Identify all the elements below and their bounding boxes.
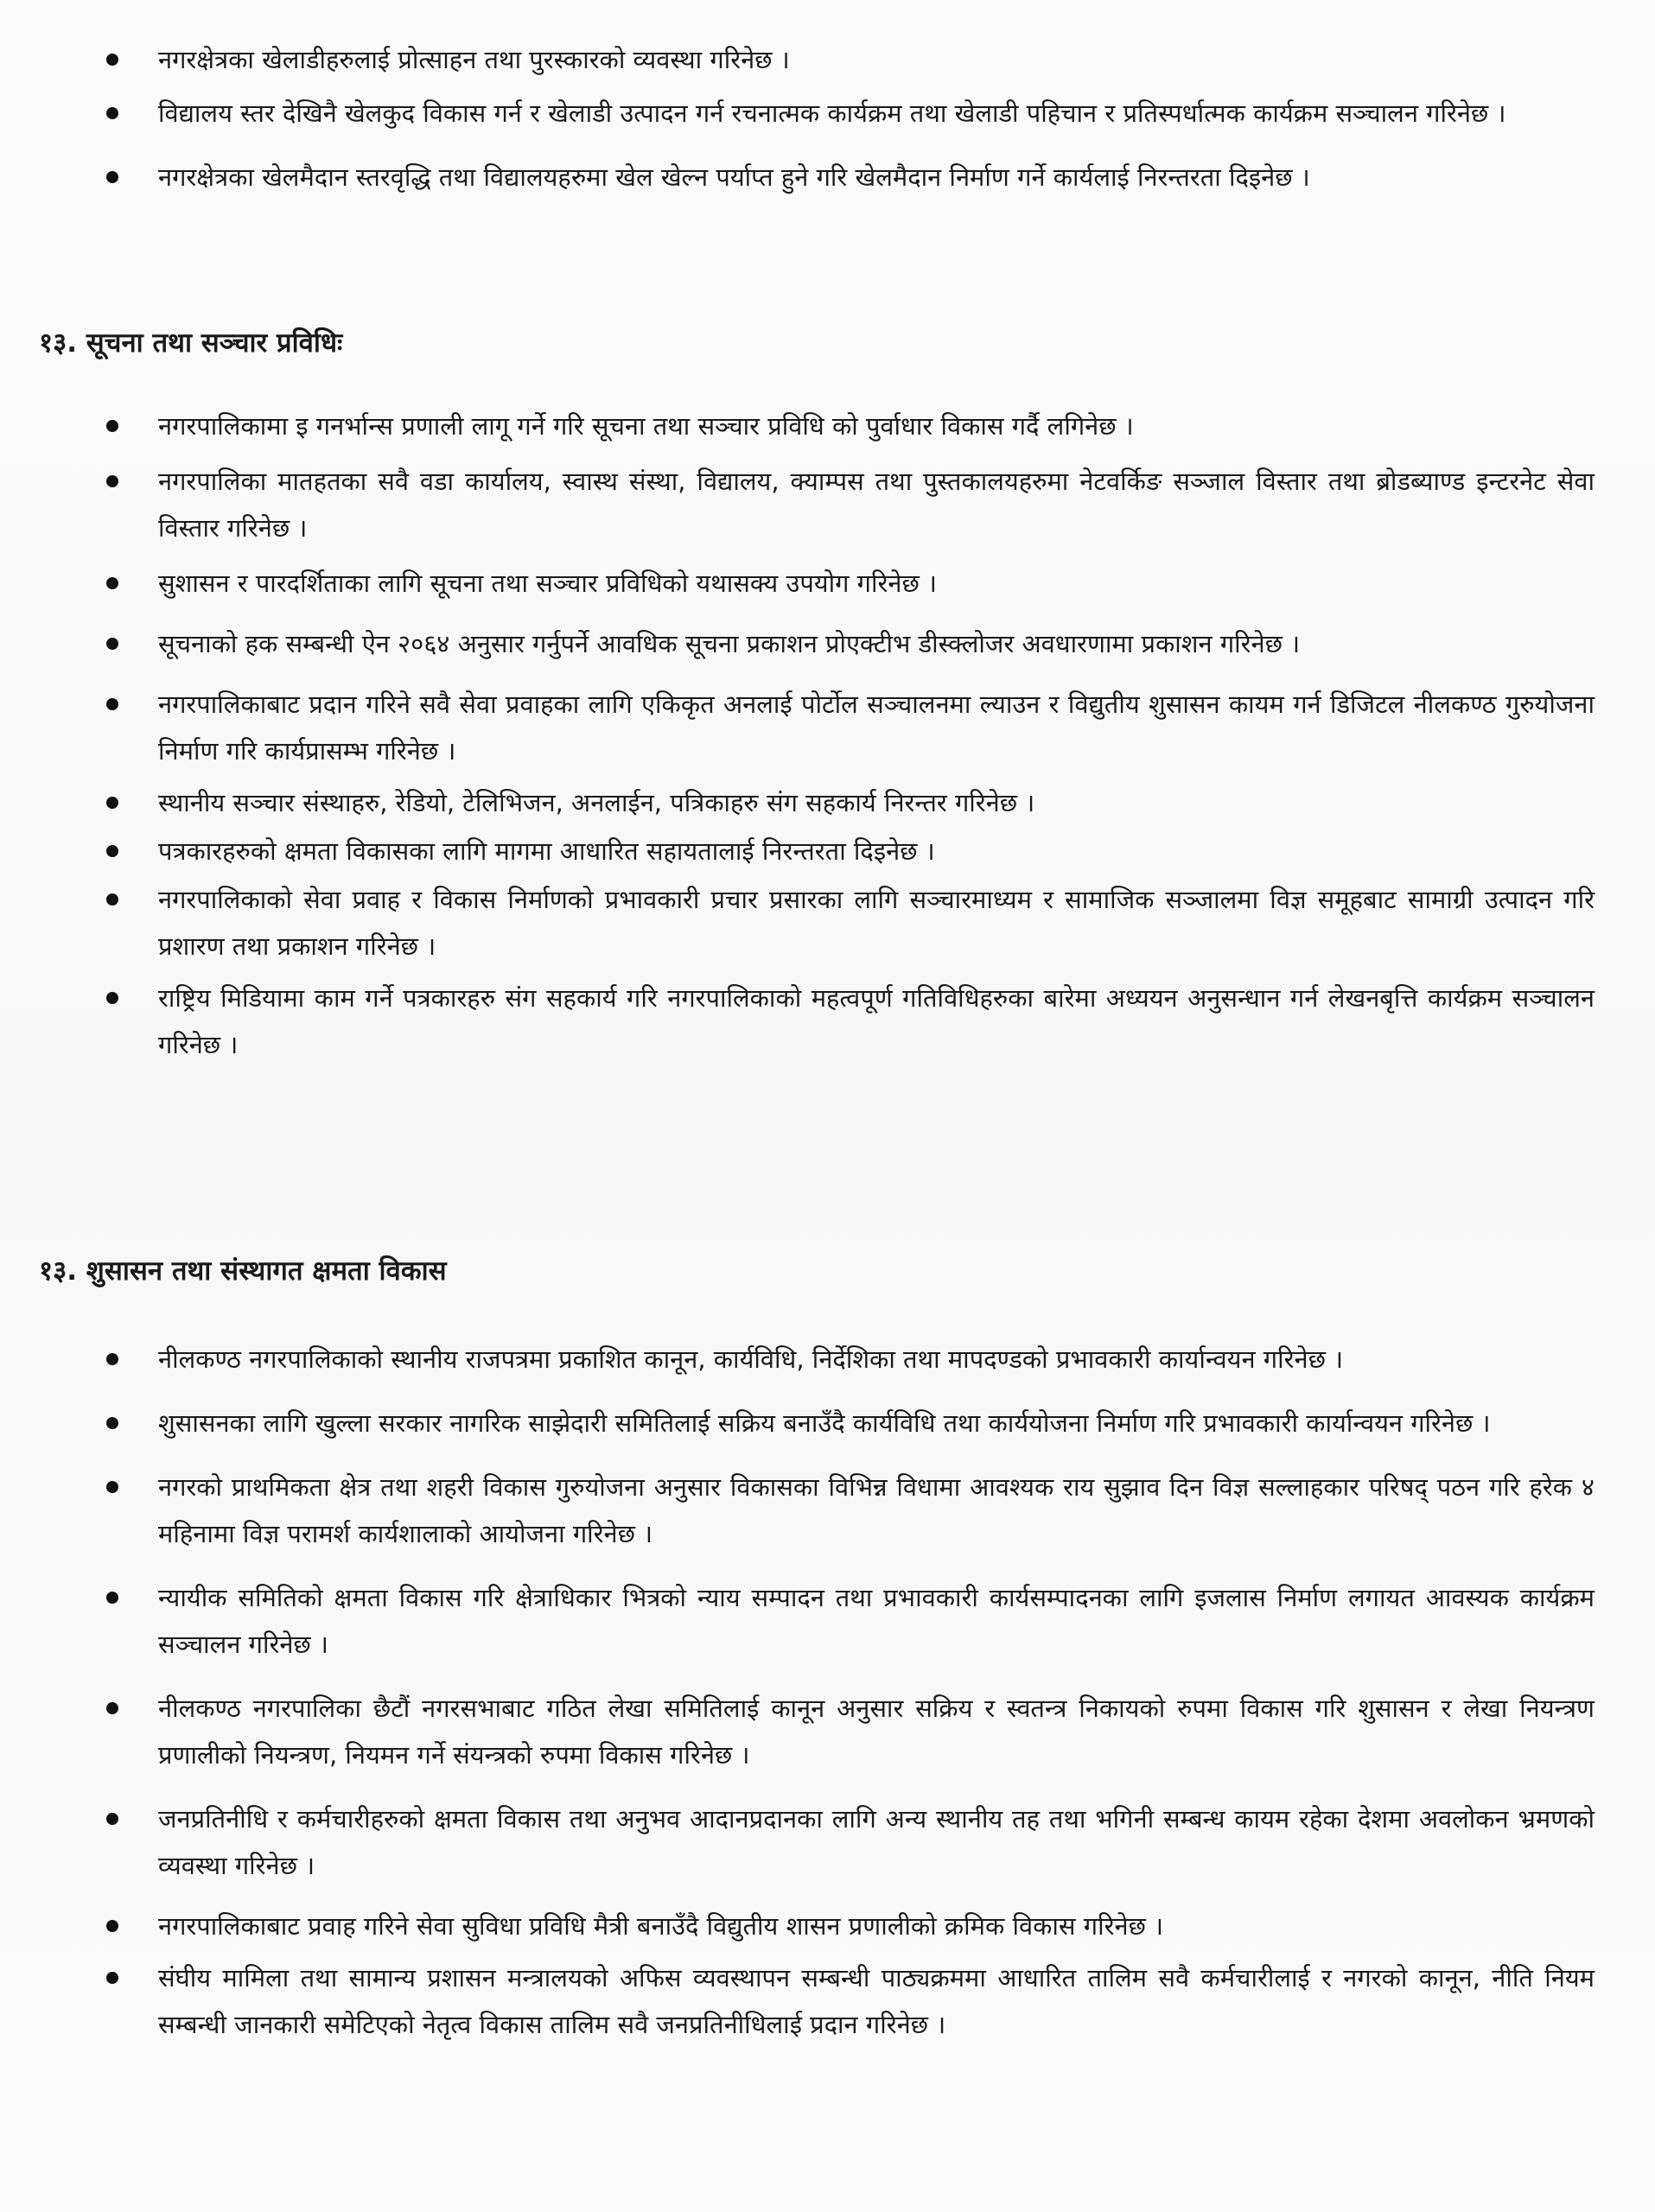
list-item-text: सुशासन र पारदर्शिताका लागि सूचना तथा सञ्चार प्रविधिको यथासक्य उपयोग गरिनेछ । <box>158 569 938 598</box>
list-item-text: नगरपालिकाको सेवा प्रवाह र विकास निर्माणको प्रभावकारी प्रचार प्रसारका लागि सञ्चारमाध्यम र सामाजिक सञ्जालमा विज्ञ समूहबाट सामाग्री उत्पादन गरि प्रशारण तथा प्रकाशन गरिनेछ । <box>158 885 1595 961</box>
list-item-text: राष्ट्रिय मिडियामा काम गर्ने पत्रकारहरु संग सहकार्य गरि नगरपालिकाको महत्वपूर्ण गतिविधिहरुका बारेमा अध्ययन अनुसन्धान गर्न लेखनबृत्ति कार्यक्रम सञ्चालन गरिनेछ । <box>158 983 1595 1059</box>
list-item <box>99 36 1595 83</box>
list-item <box>99 1903 1595 1949</box>
list-item-text: पत्रकारहरुको क्षमता विकासका लागि मागमा आधारित सहायतालाई निरन्तरता दिइनेछ । <box>158 836 935 866</box>
list-item-text: नगरको प्राथमिकता क्षेत्र तथा शहरी विकास गुरुयोजना अनुसार विकासका विभिन्न विधामा आवश्यक राय सुझाव दिन विज्ञ सल्लाहकार परिषद् पठन गरि हरेक ४ महिनामा विज्ञ परामर्श कार्यशालाको आयोजना गरिनेछ । <box>158 1472 1595 1548</box>
list-item <box>99 1685 1595 1778</box>
bullet-icon <box>106 893 118 906</box>
bullet-icon <box>106 797 118 809</box>
bullet-icon <box>106 1353 118 1365</box>
list-item <box>99 1574 1595 1668</box>
list-item <box>99 1955 1595 2048</box>
bullet-icon <box>106 420 118 432</box>
bullet-icon <box>106 1972 118 1984</box>
ict-section-list <box>99 403 1595 1068</box>
list-item-text: नगरपालिका मातहतका सवै वडा कार्यालय, स्वास्थ संस्था, विद्यालय, क्याम्पस तथा पुस्तकालयहरुमा नेटवर्किङ सञ्जाल विस्तार तथा ब्रोडब्याण्ड इन्टरनेट सेवा विस्तार गरिनेछ । <box>158 467 1595 543</box>
bullet-icon <box>106 1702 118 1714</box>
list-item-text: जनप्रतिनीधि र कर्मचारीहरुको क्षमता विकास तथा अनुभव आदानप्रदानका लागि अन्य स्थानीय तह तथा भगिनी सम्बन्ध कायम रहेका देशमा अवलोकन भ्रमणको व्यवस्था गरिनेछ । <box>158 1804 1595 1880</box>
list-item-text: विद्यालय स्तर देखिनै खेलकुद विकास गर्न र खेलाडी उत्पादन गर्न रचनात्मक कार्यक्रम तथा खेलाडी पहिचान र प्रतिस्पर्धात्मक कार्यक्रम सञ्चालन गरिनेछ । <box>158 99 1506 128</box>
bullet-icon <box>106 1481 118 1493</box>
list-item <box>99 458 1595 551</box>
list-item <box>99 560 1595 607</box>
list-item-text: नीलकण्ठ नगरपालिकाको स्थानीय राजपत्रमा प्रकाशित कानून, कार्यविधि, निर्देशिका तथा मापदण्डको प्रभावकारी कार्यान्वयन गरिनेछ । <box>158 1344 1344 1374</box>
list-item <box>99 975 1595 1068</box>
list-item-text: सूचनाको हक सम्बन्धी ऐन २०६४ अनुसार गर्नुपर्ने आवधिक सूचना प्रकाशन प्रोएक्टीभ डीस्क्लोजर अवधारणामा प्रकाशन गरिनेछ । <box>158 629 1301 658</box>
list-item <box>99 1464 1595 1557</box>
sports-section-list <box>99 36 1595 200</box>
list-item <box>99 779 1595 826</box>
list-item-text: न्यायीक समितिको क्षमता विकास गरि क्षेत्राधिकार भित्रको न्याय सम्पादन तथा प्रभावकारी कार्यसम्पादनका लागि इजलास निर्माण लगायत आवस्यक कार्यक्रम सञ्चालन गरिनेछ । <box>158 1583 1595 1659</box>
list-item <box>99 1400 1595 1446</box>
list-item-text: संघीय मामिला तथा सामान्य प्रशासन मन्त्रालयको अफिस व्यवस्थापन सम्बन्धी पाठ्यक्रममा आधारित तालिम सवै कर्मचारीलाई र नगरको कानून, नीति नियम सम्बन्धी जानकारी समेटिएको नेतृत्व विकास तालिम सवै जनप्रतिनीधिलाई प्रदान गरिनेछ । <box>158 1963 1595 2039</box>
bullet-icon <box>106 1813 118 1825</box>
list-item <box>99 1796 1595 1889</box>
bullet-icon <box>106 475 118 487</box>
list-item-text: नगरपालिकाबाट प्रवाह गरिने सेवा सुविधा प्रविधि मैत्री बनाउँदै विद्युतीय शासन प्रणालीको क्रमिक विकास गरिनेछ । <box>158 1911 1164 1941</box>
list-item-text: स्थानीय सञ्चार संस्थाहरु, रेडियो, टेलिभिजन, अनलाईन, पत्रिकाहरु संग सहकार्य निरन्तर गरिनेछ । <box>158 788 1035 817</box>
list-item <box>99 876 1595 969</box>
list-item-text: नगरक्षेत्रका खेलाडीहरुलाई प्रोत्साहन तथा पुरस्कारको व्यवस्था गरिनेछ । <box>158 45 790 74</box>
list-item <box>99 681 1595 774</box>
bullet-icon <box>106 577 118 589</box>
ict-section-heading-wrap <box>39 321 1534 365</box>
bullet-icon <box>106 54 118 66</box>
bullet-icon <box>106 845 118 857</box>
section-heading: १३. सूचना तथा सञ्चार प्रविधिः <box>39 327 343 359</box>
list-item <box>99 620 1595 667</box>
list-item <box>99 403 1595 449</box>
list-item-text: नगरपालिकामा इ गनर्भान्स प्रणाली लागू गर्ने गरि सूचना तथा सञ्चार प्रविधि को पुर्वाधार विकास गर्दै लगिनेछ । <box>158 411 1134 441</box>
bullet-icon <box>106 1592 118 1604</box>
governance-section-list <box>99 1336 1595 2048</box>
bullet-icon <box>106 698 118 710</box>
bullet-icon <box>106 1417 118 1429</box>
bullet-icon <box>106 171 118 183</box>
governance-section-heading-wrap <box>39 1249 1534 1293</box>
bullet-icon <box>106 638 118 650</box>
list-item <box>99 154 1595 200</box>
bullet-icon <box>106 1920 118 1932</box>
list-item <box>99 90 1595 137</box>
list-item-text: नीलकण्ठ नगरपालिका छैटौं नगरसभाबाट गठित लेखा समितिलाई कानून अनुसार सक्रिय र स्वतन्त्र निकायको रुपमा विकास गरि शुसासन र लेखा नियन्त्रण प्रणालीको नियन्त्रण, नियमन गर्ने संयन्त्रको रुपमा विकास गरिनेछ । <box>158 1694 1595 1770</box>
list-item-text: शुसासनका लागि खुल्ला सरकार नागरिक साझेदारी समितिलाई सक्रिय बनाउँदै कार्यविधि तथा कार्ययोजना निर्माण गरि प्रभावकारी कार्यान्वयन गरिनेछ । <box>158 1408 1491 1438</box>
list-item <box>99 828 1595 874</box>
list-item-text: नगरक्षेत्रका खेलमैदान स्तरवृद्धि तथा विद्यालयहरुमा खेल खेल्न पर्याप्त हुने गरि खेलमैदान निर्माण गर्ने कार्यलाई निरन्तरता दिइनेछ । <box>158 162 1310 192</box>
bullet-icon <box>106 992 118 1004</box>
bullet-icon <box>106 107 118 119</box>
list-item <box>99 1336 1595 1382</box>
list-item-text: नगरपालिकाबाट प्रदान गरिने सवै सेवा प्रवाहका लागि एकिकृत अनलाई पोर्टोल सञ्चालनमा ल्याउन र विद्युतीय शुसासन कायम गर्न डिजिटल नीलकण्ठ गुरुयोजना निर्माण गरि कार्यप्रासम्भ गरिनेछ । <box>158 690 1595 766</box>
section-heading: १३. शुसासन तथा संस्थागत क्षमता विकास <box>39 1255 447 1287</box>
